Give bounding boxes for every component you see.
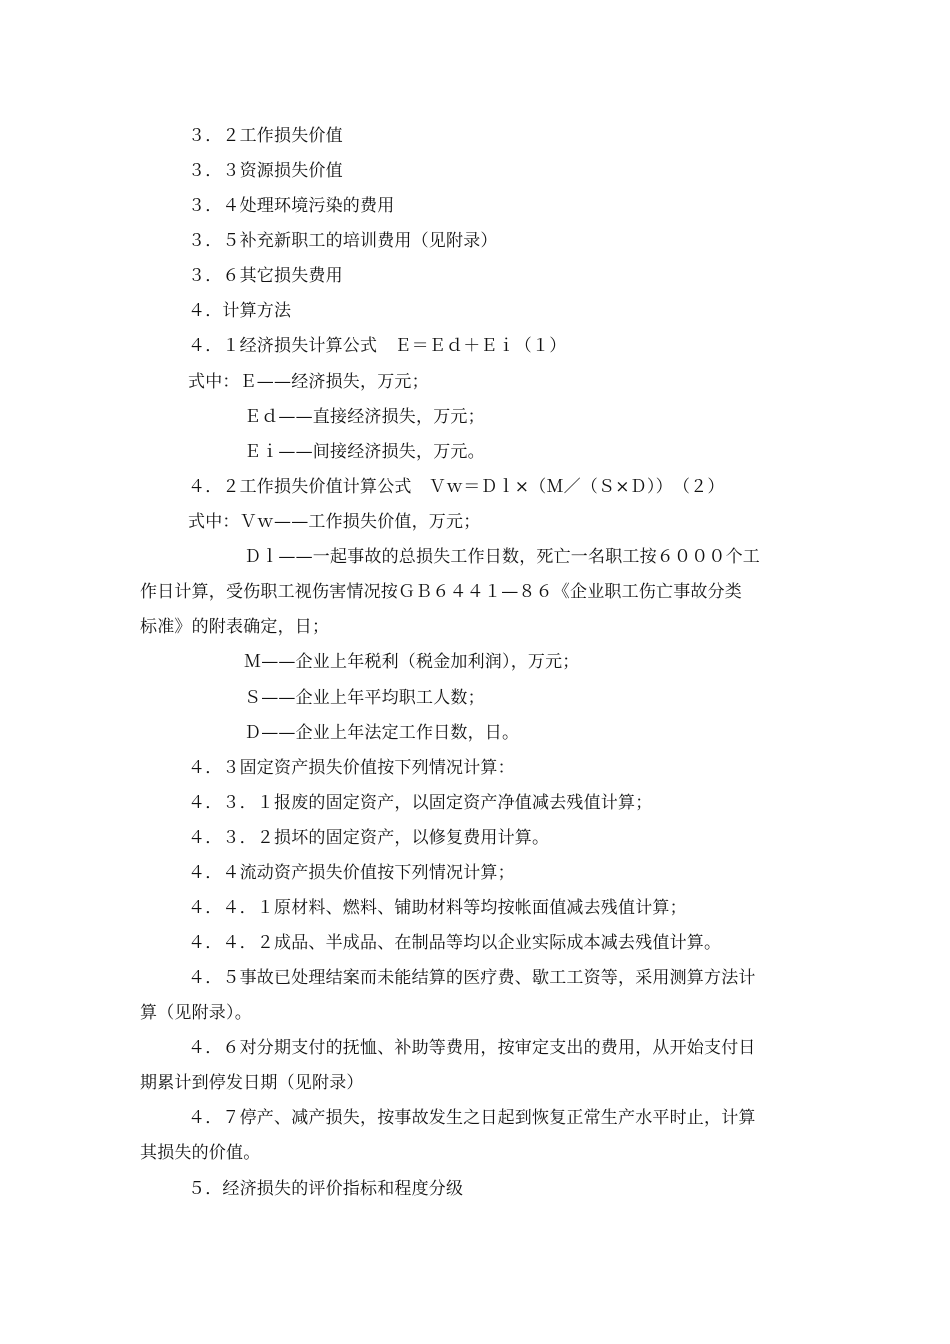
text-line: ３．２工作损失价值 bbox=[188, 126, 343, 146]
text-line: ４．４．２成品、半成品、在制品等均以企业实际成本减去残值计算。 bbox=[188, 933, 722, 953]
text-line: ４．５事故已处理结案而未能结算的医疗费、歇工工资等，采用测算方法计 bbox=[188, 968, 756, 988]
text-line: Ｅｄ——直接经济损失，万元； bbox=[244, 407, 485, 427]
text-line: ４．２工作损失价值计算公式 Ｖｗ＝Ｄｌ×（Ｍ／（Ｓ×Ｄ）） （２） bbox=[188, 477, 725, 497]
text-line: ４．３．１报废的固定资产，以固定资产净值减去残值计算； bbox=[188, 793, 653, 813]
text-line: ３．５补充新职工的培训费用（见附录） bbox=[188, 231, 498, 251]
text-line: Ｄ——企业上年法定工作日数，日。 bbox=[244, 723, 520, 743]
text-line: 作日计算，受伤职工视伤害情况按ＧＢ６４４１—８６《企业职工伤亡事故分类 bbox=[140, 582, 742, 602]
text-line: ４．４流动资产损失价值按下列情况计算； bbox=[188, 863, 515, 883]
text-line: 期累计到停发日期（见附录） bbox=[140, 1073, 364, 1093]
text-line: 标准》的附表确定，日； bbox=[140, 617, 330, 637]
text-line: Ｍ——企业上年税利（税金加利润），万元； bbox=[244, 652, 580, 672]
text-line: ４．计算方法 bbox=[188, 301, 292, 321]
text-line: 式中：Ｖｗ——工作损失价值，万元； bbox=[188, 512, 481, 532]
text-line: 式中：Ｅ——经济损失，万元； bbox=[188, 372, 429, 392]
text-line: ３．３资源损失价值 bbox=[188, 161, 343, 181]
text-line: ４．４．１原材料、燃料、铺助材料等均按帐面值减去残值计算； bbox=[188, 898, 687, 918]
text-line: Ｓ——企业上年平均职工人数； bbox=[244, 688, 485, 708]
text-line: ４．３固定资产损失价值按下列情况计算： bbox=[188, 758, 515, 778]
text-line: ５．经济损失的评价指标和程度分级 bbox=[188, 1179, 464, 1199]
text-line: 其损失的价值。 bbox=[140, 1143, 261, 1163]
text-line: ４．３．２损坏的固定资产，以修复费用计算。 bbox=[188, 828, 550, 848]
text-line: Ｅｉ——间接经济损失，万元。 bbox=[244, 442, 485, 462]
text-line: ４．６对分期支付的抚恤、补助等费用，按审定支出的费用，从开始支付日 bbox=[188, 1038, 756, 1058]
text-line: ４．７停产、减产损失，按事故发生之日起到恢复正常生产水平时止，计算 bbox=[188, 1108, 756, 1128]
text-line: Ｄｌ——一起事故的总损失工作日数，死亡一名职工按６０００个工 bbox=[244, 547, 760, 567]
text-line: ４．１经济损失计算公式 Ｅ＝Ｅｄ＋Ｅｉ（１） bbox=[188, 336, 567, 356]
text-line: 算（见附录）。 bbox=[140, 1003, 252, 1023]
text-line: ３．４处理环境污染的费用 bbox=[188, 196, 395, 216]
text-line: ３．６其它损失费用 bbox=[188, 266, 343, 286]
